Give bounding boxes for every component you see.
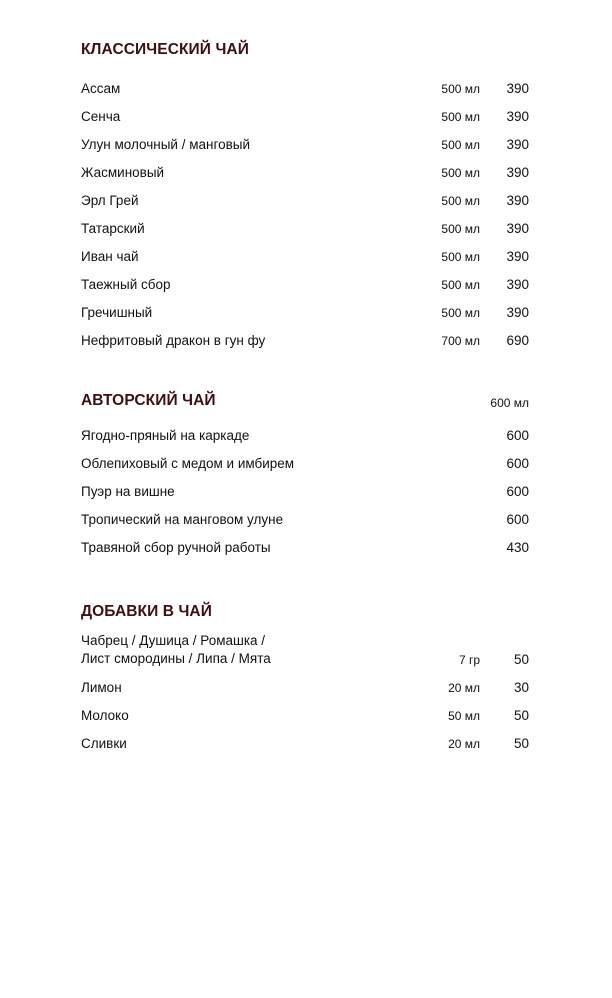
menu-item <box>81 75 529 103</box>
item-name: Лимон <box>81 680 122 695</box>
item-volume: 500 мл <box>441 250 480 264</box>
item-price: 390 <box>506 193 529 208</box>
item-volume: 7 гр <box>458 653 480 667</box>
item-name: Пуэр на вишне <box>81 484 175 499</box>
item-name: Улун молочный / манговый <box>81 137 251 152</box>
item-price: 600 <box>506 484 529 499</box>
menu-item <box>81 506 529 534</box>
item-price: 600 <box>506 428 529 443</box>
menu-item <box>81 187 529 215</box>
menu-item <box>81 131 529 159</box>
item-price: 390 <box>506 81 529 96</box>
item-volume: 500 мл <box>441 110 480 124</box>
menu-item <box>81 674 529 702</box>
item-name: Иван чай <box>81 249 139 264</box>
item-price: 50 <box>513 652 529 667</box>
item-price: 390 <box>506 249 529 264</box>
item-name: Эрл Грей <box>81 193 139 208</box>
menu-item <box>81 243 529 271</box>
item-price: 390 <box>506 221 529 236</box>
section-additives <box>81 600 529 758</box>
item-name: Ассам <box>81 81 121 96</box>
item-price: 430 <box>506 540 529 555</box>
menu-item <box>81 702 529 730</box>
menu-item <box>81 478 529 506</box>
item-price: 390 <box>506 109 529 124</box>
section-header <box>81 389 529 413</box>
item-volume: 20 мл <box>448 681 480 695</box>
item-name: Травяной сбор ручной работы <box>81 540 271 555</box>
item-list <box>81 422 529 562</box>
menu-item <box>81 450 529 478</box>
menu-item <box>81 327 529 355</box>
item-name: Нефритовый дракон в гун фу <box>81 333 266 348</box>
menu-item <box>81 628 529 674</box>
menu-item <box>81 299 529 327</box>
item-price: 390 <box>506 137 529 152</box>
item-name: Татарский <box>81 221 145 236</box>
section-title: ДОБАВКИ В ЧАЙ <box>81 603 212 620</box>
menu-item <box>81 534 529 562</box>
item-price: 690 <box>506 333 529 348</box>
menu-item <box>81 215 529 243</box>
menu-item <box>81 159 529 187</box>
item-price: 30 <box>513 680 529 695</box>
item-price: 390 <box>506 165 529 180</box>
section-header <box>81 600 529 624</box>
item-price: 390 <box>506 277 529 292</box>
menu-item <box>81 730 529 758</box>
item-volume: 500 мл <box>441 166 480 180</box>
item-name: Тропический на манговом улуне <box>81 512 284 527</box>
item-name: Жасминовый <box>81 165 165 180</box>
item-name: Облепиховый с медом и имбирем <box>81 456 295 471</box>
item-name: Сенча <box>81 109 121 124</box>
item-price: 600 <box>506 512 529 527</box>
menu-item <box>81 422 529 450</box>
item-price: 600 <box>506 456 529 471</box>
section-classic-tea <box>81 38 529 355</box>
item-name-line: Чабрец / Душица / Ромашка / <box>81 633 266 648</box>
section-author-tea <box>81 389 529 562</box>
item-name: Молоко <box>81 708 129 723</box>
item-name-line: Лист смородины / Липа / Мята <box>81 651 271 666</box>
item-list <box>81 628 529 758</box>
item-name: Таежный сбор <box>81 277 171 292</box>
item-volume: 500 мл <box>441 138 480 152</box>
item-price: 390 <box>506 305 529 320</box>
item-list <box>81 75 529 355</box>
section-title: АВТОРСКИЙ ЧАЙ <box>81 392 216 409</box>
item-volume: 500 мл <box>441 82 480 96</box>
item-price: 50 <box>513 708 529 723</box>
section-header <box>81 38 529 62</box>
item-volume: 20 мл <box>448 737 480 751</box>
item-volume: 500 мл <box>441 222 480 236</box>
item-name: Гречишный <box>81 305 153 320</box>
item-volume: 500 мл <box>441 306 480 320</box>
item-name: Ягодно-пряный на каркаде <box>81 428 250 443</box>
menu-item <box>81 103 529 131</box>
section-title: КЛАССИЧЕСКИЙ ЧАЙ <box>81 41 249 58</box>
item-name <box>81 628 271 668</box>
menu-item <box>81 271 529 299</box>
item-volume: 700 мл <box>441 334 480 348</box>
item-volume: 500 мл <box>441 194 480 208</box>
item-volume: 500 мл <box>441 278 480 292</box>
item-volume: 50 мл <box>448 709 480 723</box>
item-price: 50 <box>513 736 529 751</box>
section-volume: 600 мл <box>490 396 529 410</box>
item-name: Сливки <box>81 736 127 751</box>
